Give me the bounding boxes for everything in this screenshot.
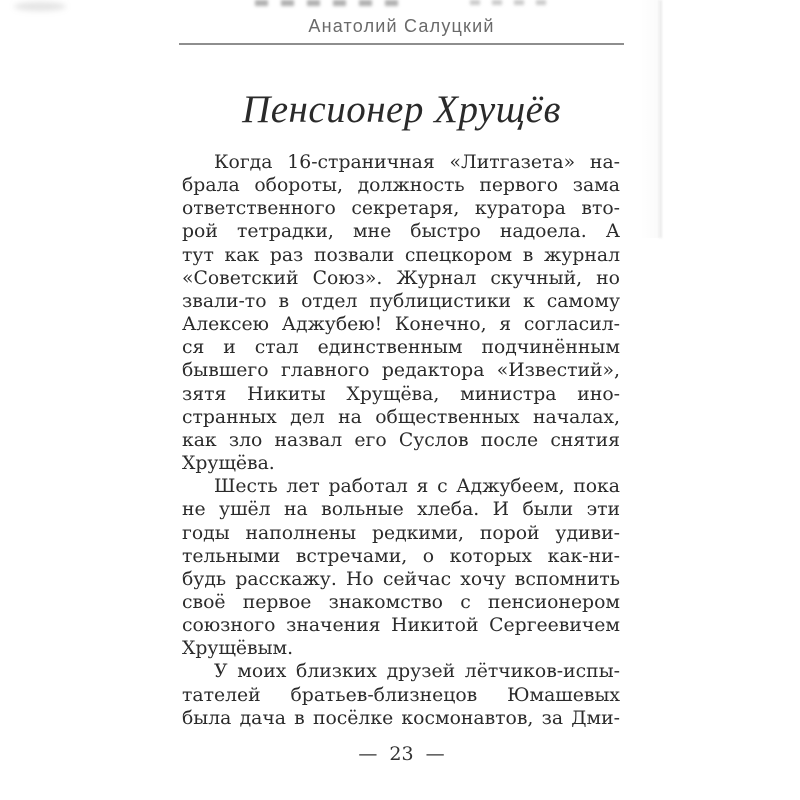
body-text bbox=[182, 151, 620, 730]
text-line: Алексею Аджубею! Конечно, я согласил- bbox=[182, 314, 620, 336]
text-line: будь расскажу. Но сейчас хочу вспомнить bbox=[182, 568, 620, 590]
text-line: как зло назвал его Суслов после снятия bbox=[182, 429, 620, 451]
page-number: — 23 — bbox=[358, 743, 445, 765]
text-line: Хрущёва. bbox=[182, 453, 275, 475]
text-line: звали-то в отдел публицистики к самому bbox=[182, 290, 620, 312]
author-name: Анатолий Салуцкий bbox=[308, 16, 495, 36]
text-line: ответственного секретаря, куратора вто- bbox=[182, 198, 620, 220]
text-line: тателей братьев-близнецов Юмашевых bbox=[182, 684, 620, 706]
header-rule bbox=[179, 43, 624, 45]
chapter-title: Пенсионер Хрущёв bbox=[242, 88, 561, 131]
text-line: не ушёл на вольные хлеба. И были эти bbox=[182, 499, 620, 521]
text-line: тельными встречами, о которых как-ни- bbox=[182, 545, 620, 567]
text-line: бывшего главного редактора «Известий», bbox=[182, 360, 620, 382]
text-line: была дача в посёлке космонавтов, за Дми- bbox=[182, 707, 620, 729]
scan-artifact-page-edge-shade bbox=[640, 0, 659, 238]
text-line: «Советский Союз». Журнал скучный, но bbox=[182, 267, 620, 289]
text-line: рой тетрадки, мне быстро надоела. А bbox=[182, 221, 620, 243]
text-line: своё первое знакомство с пенсионером bbox=[182, 591, 620, 613]
page-header bbox=[179, 0, 624, 45]
text-line: тут как раз позвали спецкором в журнал bbox=[182, 244, 620, 266]
text-line: союзного значения Никитой Сергеевичем bbox=[182, 615, 620, 637]
text-line: Когда 16-страничная «Литгазета» на- bbox=[214, 152, 620, 173]
text-line: годы наполнены редкими, порой удиви- bbox=[182, 522, 620, 544]
scan-artifact-page-edge bbox=[659, 0, 662, 238]
text-line: Шесть лет работал я с Аджубеем, пока bbox=[214, 476, 620, 498]
text-line: зятя Никиты Хрущёва, министра ино- bbox=[182, 383, 620, 405]
text-line: брала обороты, должность первого зама bbox=[182, 175, 620, 197]
scan-artifact-corner bbox=[14, 2, 66, 11]
text-line: странных дел на общественных началах, bbox=[182, 406, 620, 428]
text-line: Хрущёвым. bbox=[182, 638, 294, 660]
text-line: У моих близких друзей лётчиков-испы- bbox=[214, 661, 620, 683]
text-line: ся и стал единственным подчинённым bbox=[182, 337, 620, 359]
